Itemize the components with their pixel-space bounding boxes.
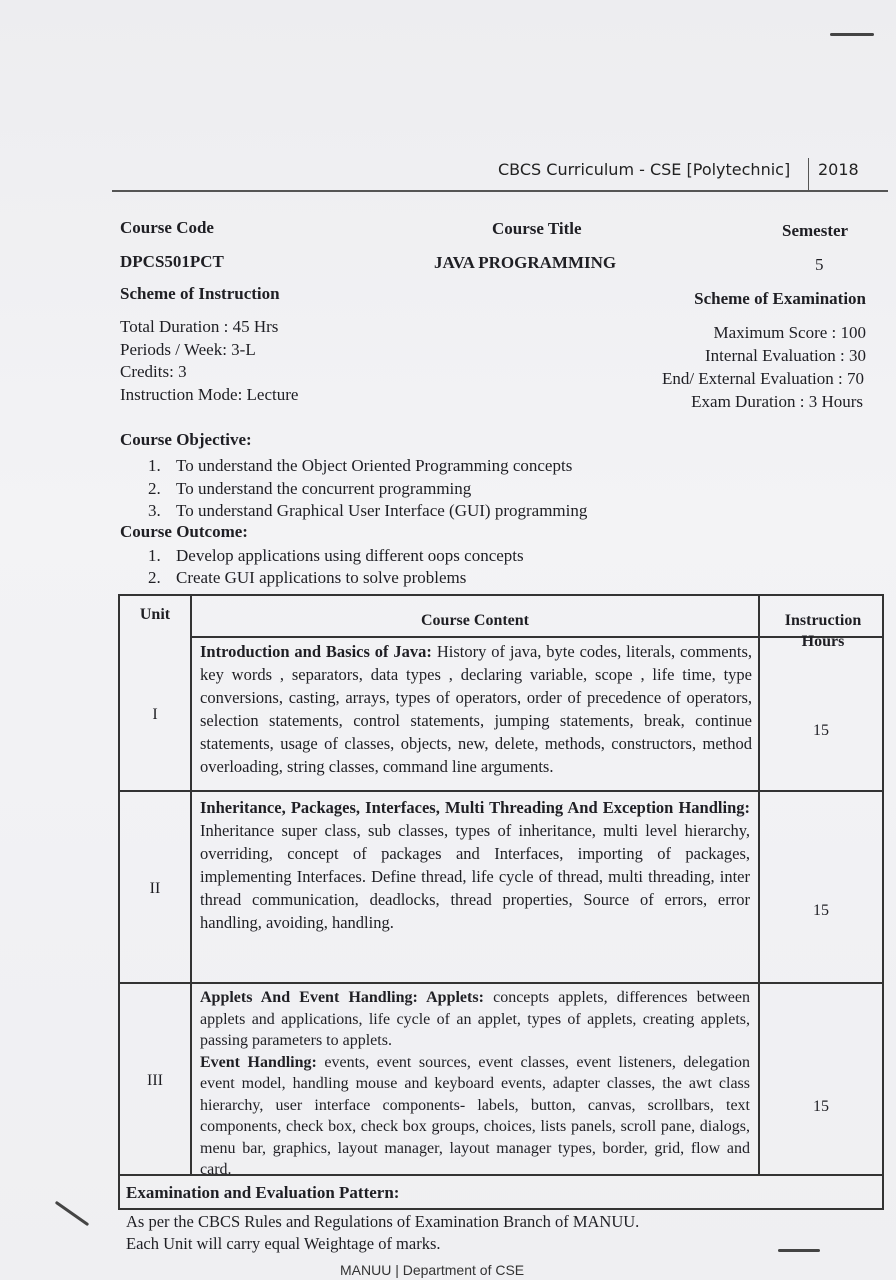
instruction-line: Total Duration : 45 Hrs xyxy=(120,317,279,336)
semester-label: Semester xyxy=(782,221,849,240)
table-column-divider xyxy=(190,596,192,1176)
header-separator xyxy=(808,158,809,190)
outcome-item: 2. Create GUI applications to solve problems xyxy=(148,568,467,587)
header-rule xyxy=(112,190,888,192)
examination-line: Internal Evaluation : 30 xyxy=(705,346,866,365)
column-header-hours: Instruction Hours xyxy=(784,612,862,650)
pen-mark xyxy=(55,1201,89,1226)
evaluation-line: As per the CBCS Rules and Regulations of Examination Branch of MANUU. xyxy=(126,1212,640,1231)
table-row-unit: I xyxy=(152,706,158,723)
table-column-divider xyxy=(758,596,760,1176)
instruction-line: Credits: 3 xyxy=(120,362,187,381)
course-title: JAVA PROGRAMMING xyxy=(434,253,617,272)
evaluation-heading: Examination and Evaluation Pattern: xyxy=(126,1183,400,1202)
examination-line: End/ External Evaluation : 70 xyxy=(661,369,864,388)
curriculum-year: 2018 xyxy=(818,160,859,179)
scheme-instruction-heading: Scheme of Instruction xyxy=(120,284,280,303)
page-footer: MANUU | Department of CSE xyxy=(340,1262,525,1278)
table-row-unit: II xyxy=(149,880,161,897)
table-row-hours: 15 xyxy=(813,1098,829,1115)
evaluation-line: Each Unit will carry equal Weightage of marks. xyxy=(126,1234,441,1253)
column-header-unit: Unit xyxy=(139,606,171,623)
course-code: DPCS501PCT xyxy=(120,252,224,271)
pen-mark xyxy=(830,33,874,36)
table-row-hours: 15 xyxy=(813,902,829,919)
examination-line: Maximum Score : 100 xyxy=(713,323,866,342)
pen-mark xyxy=(778,1249,820,1252)
table-row-rule xyxy=(120,982,882,984)
objective-heading: Course Objective: xyxy=(120,430,252,449)
outcome-heading: Course Outcome: xyxy=(120,522,248,541)
course-code-label: Course Code xyxy=(120,218,214,237)
semester-value: 5 xyxy=(815,255,824,274)
outcome-item: 1. Develop applications using different oops concepts xyxy=(148,546,524,565)
table-row-content: Applets And Event Handling: Applets: concepts applets, differences between applets and applications, life cycle of an applet, types of applets, creating applets, passing parameters to applets. Event Handling: events, event sources, event classes, event listeners, delegation event model, handling mouse and keyboard events, adapter classes, the awt class hierarchy, user interface components- labels, button, canvas, scrollbars, text components, check box, check box groups, choices, lists panels, scroll pane, dialogs, menu bar, graphics, layout manager, layout manager types, border, grid, flow and card. xyxy=(200,989,751,1178)
instruction-line: Instruction Mode: Lecture xyxy=(120,385,299,404)
column-header-content: Course Content xyxy=(421,612,529,629)
table-row-unit: III xyxy=(147,1072,163,1089)
objective-item: 2. To understand the concurrent programming xyxy=(148,479,472,498)
table-row-hours: 15 xyxy=(813,722,829,739)
scheme-examination-heading: Scheme of Examination xyxy=(694,289,866,308)
table-row-content: Introduction and Basics of Java: History of java, byte codes, literals, comments, key words , separators, data types , declaring variable, scope , life time, type conversions, casting, arrays, types of operators, order of precedence of operators, selection statements, control statements, jumping statements, break, continue statements, usage of classes, objects, new, delete, methods, constructors, method overloading, string classes, command line arguments. xyxy=(200,642,753,776)
table-row-rule xyxy=(120,790,882,792)
course-content-table xyxy=(118,594,884,1210)
objective-item: 1. To understand the Object Oriented Programming concepts xyxy=(148,456,573,475)
curriculum-title: CBCS Curriculum - CSE [Polytechnic] xyxy=(498,160,791,179)
objective-item: 3. To understand Graphical User Interface (GUI) programming xyxy=(148,501,588,520)
instruction-line: Periods / Week: 3-L xyxy=(120,340,256,359)
table-row-content: Inheritance, Packages, Interfaces, Multi Threading And Exception Handling: Inheritance super class, sub classes, types of inheritance, multi level hierarchy, overriding, concept of packages and Interfaces, importing of packages, implementing Interfaces. Define thread, life cycle of thread, multi threading, inter thread communication, deadlocks, thread properties, Source of errors, error handling, avoiding, handling. xyxy=(200,798,750,932)
examination-line: Exam Duration : 3 Hours xyxy=(691,392,863,411)
course-title-label: Course Title xyxy=(492,219,582,238)
